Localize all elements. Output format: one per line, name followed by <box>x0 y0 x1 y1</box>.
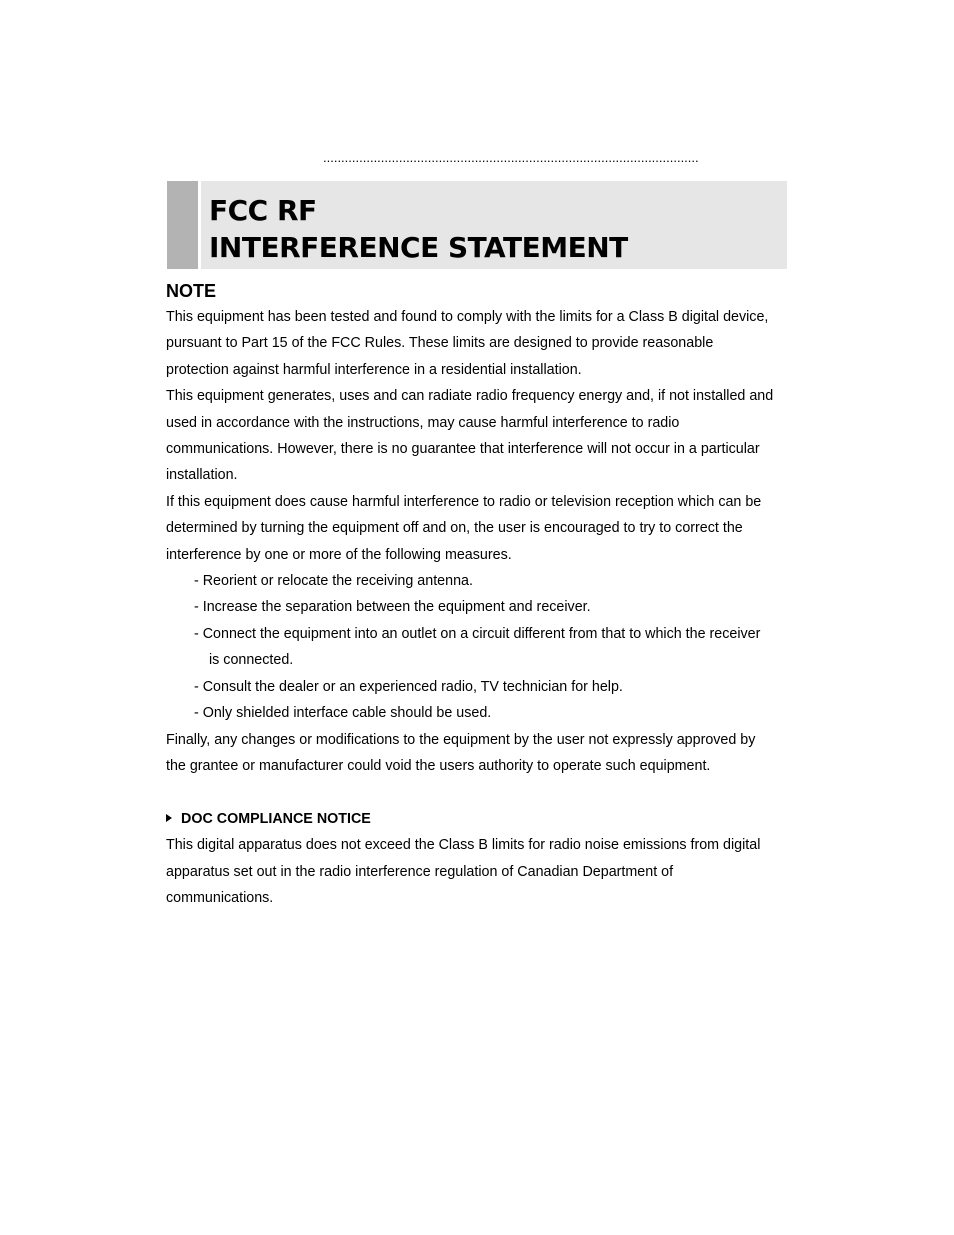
triangle-bullet-icon <box>166 814 172 822</box>
measure-item: - Consult the dealer or an experienced radio, TV technician for help. <box>194 678 623 695</box>
note-heading: NOTE <box>166 281 217 301</box>
page-title-line-2: INTERFERENCE STATEMENT <box>209 231 628 264</box>
page-title-line-1: FCC RF <box>209 194 317 227</box>
page-title <box>209 192 628 266</box>
header-accent-bar <box>167 181 198 269</box>
note-paragraph-line: used in accordance with the instructions, may cause harmful interference to radio <box>166 414 680 431</box>
note-paragraph-line: determined by turning the equipment off and on, the user is encouraged to try to correct the <box>166 520 743 537</box>
note-paragraph-line: If this equipment does cause harmful interference to radio or television reception which can be <box>166 493 762 510</box>
note-paragraph-line: interference by one or more of the following measures. <box>166 546 512 563</box>
header-divider <box>198 181 201 269</box>
doc-compliance-heading-text: DOC COMPLIANCE NOTICE <box>181 810 371 827</box>
measure-item: - Reorient or relocate the receiving antenna. <box>194 573 473 590</box>
closing-paragraph-line: Finally, any changes or modifications to the equipment by the user not expressly approved by <box>166 731 756 748</box>
doc-paragraph-line: This digital apparatus does not exceed the Class B limits for radio noise emissions from digital <box>166 837 761 854</box>
doc-compliance-heading <box>166 806 796 832</box>
note-paragraph-line: This equipment has been tested and found to comply with the limits for a Class B digital device, <box>166 309 769 325</box>
note-paragraph-line: pursuant to Part 15 of the FCC Rules. These limits are designed to provide reasonable <box>166 335 714 352</box>
document-body <box>166 278 796 911</box>
note-paragraph-line: installation. <box>166 467 238 484</box>
section-header <box>167 181 787 269</box>
section-spacer <box>166 779 796 805</box>
measure-item: - Only shielded interface cable should be used. <box>194 705 492 722</box>
doc-paragraph-line: apparatus set out in the radio interference regulation of Canadian Department of <box>166 863 674 880</box>
measure-item-continuation: is connected. <box>209 652 294 669</box>
measure-item: - Connect the equipment into an outlet on a circuit different from that to which the receiver <box>194 625 761 642</box>
note-paragraph-line: protection against harmful interference in a residential installation. <box>166 361 582 378</box>
note-paragraph-line: This equipment generates, uses and can radiate radio frequency energy and, if not installed and <box>166 388 774 405</box>
doc-paragraph-line: communications. <box>166 889 274 906</box>
measure-item: - Increase the separation between the equipment and receiver. <box>194 599 591 616</box>
dotted-rule: ........................................................................................................ <box>323 150 699 165</box>
closing-paragraph-line: the grantee or manufacturer could void the users authority to operate such equipment. <box>166 757 711 774</box>
note-paragraph-line: communications. However, there is no guarantee that interference will not occur in a particular <box>166 441 760 458</box>
